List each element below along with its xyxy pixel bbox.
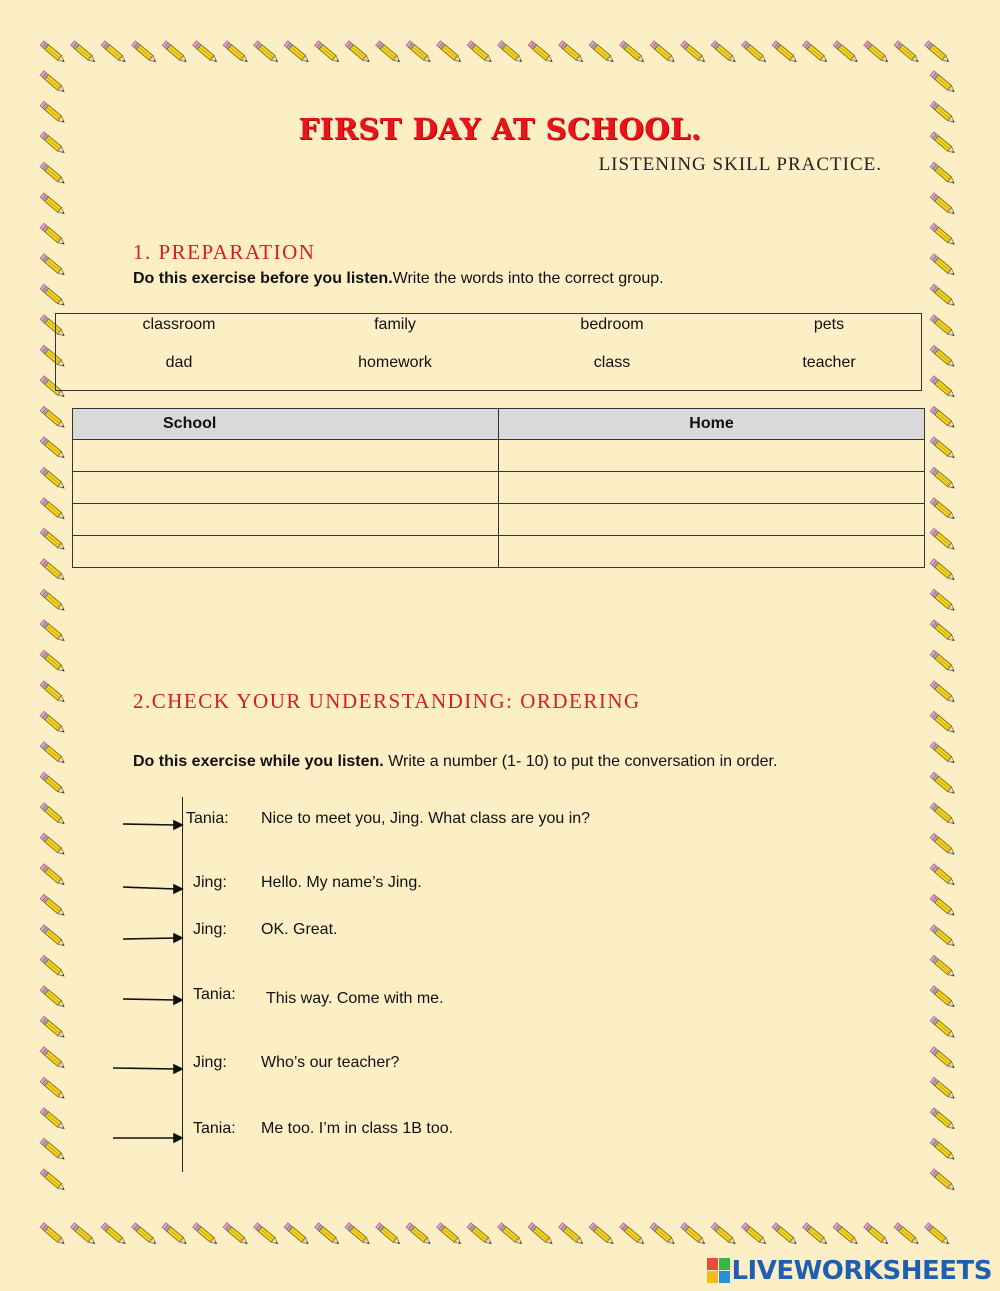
order-input-2[interactable]: [128, 871, 178, 893]
speaker-label: Jing:: [193, 921, 227, 938]
dialogue-line: Who’s our teacher?: [261, 1054, 400, 1071]
order-input-3[interactable]: [128, 922, 178, 944]
column-header-home: Home: [499, 409, 925, 440]
word-bank-item[interactable]: homework: [358, 354, 432, 371]
speaker-label: Tania:: [193, 986, 236, 1003]
order-input-5[interactable]: [118, 1052, 178, 1074]
speaker-label: Tania:: [186, 810, 229, 827]
page-title: FIRST DAY AT SCHOOL.: [298, 112, 702, 146]
section2-instruction-rest: Write a number (1- 10) to put the conversation in order.: [388, 753, 778, 770]
column-header-school: School: [73, 409, 499, 440]
section1-instruction-rest: Write the words into the correct group.: [392, 270, 664, 287]
dialogue-line: Nice to meet you, Jing. What class are you in?: [261, 810, 591, 827]
logo-text: LIVEWORKSHEETS: [731, 1256, 992, 1286]
order-input-1[interactable]: [128, 808, 178, 830]
word-bank-item[interactable]: dad: [165, 354, 193, 371]
section2-instruction-bold: Do this exercise while you listen.: [133, 753, 384, 770]
order-input-4[interactable]: [128, 983, 178, 1005]
speaker-label: Jing:: [193, 1054, 227, 1071]
liveworksheets-logo-icon: [707, 1258, 731, 1284]
section1-instruction-bold: Do this exercise before you listen.: [133, 270, 393, 287]
word-bank-item[interactable]: classroom: [142, 316, 216, 333]
order-input-6[interactable]: [118, 1121, 178, 1143]
section2-heading: 2.CHECK YOUR UNDERSTANDING: ORDERING: [133, 689, 641, 713]
dialogue-line: OK. Great.: [261, 921, 338, 938]
word-bank-item[interactable]: pets: [813, 316, 845, 333]
page-subtitle: LISTENING SKILL PRACTICE.: [598, 154, 882, 175]
speaker-label: Jing:: [193, 874, 227, 891]
dialogue-line: Me too. I’m in class 1B too.: [261, 1120, 454, 1137]
dialogue-line: Hello. My name’s Jing.: [261, 874, 422, 891]
liveworksheets-logo: [707, 1256, 992, 1286]
word-bank-item[interactable]: family: [374, 316, 416, 333]
speaker-label: Tania:: [193, 1120, 236, 1137]
dialogue-line: This way. Come with me.: [266, 990, 444, 1007]
word-bank-item[interactable]: bedroom: [580, 316, 644, 333]
section1-heading: 1. PREPARATION: [133, 240, 316, 264]
word-bank-item[interactable]: teacher: [802, 354, 856, 371]
word-bank-item[interactable]: class: [593, 354, 631, 371]
